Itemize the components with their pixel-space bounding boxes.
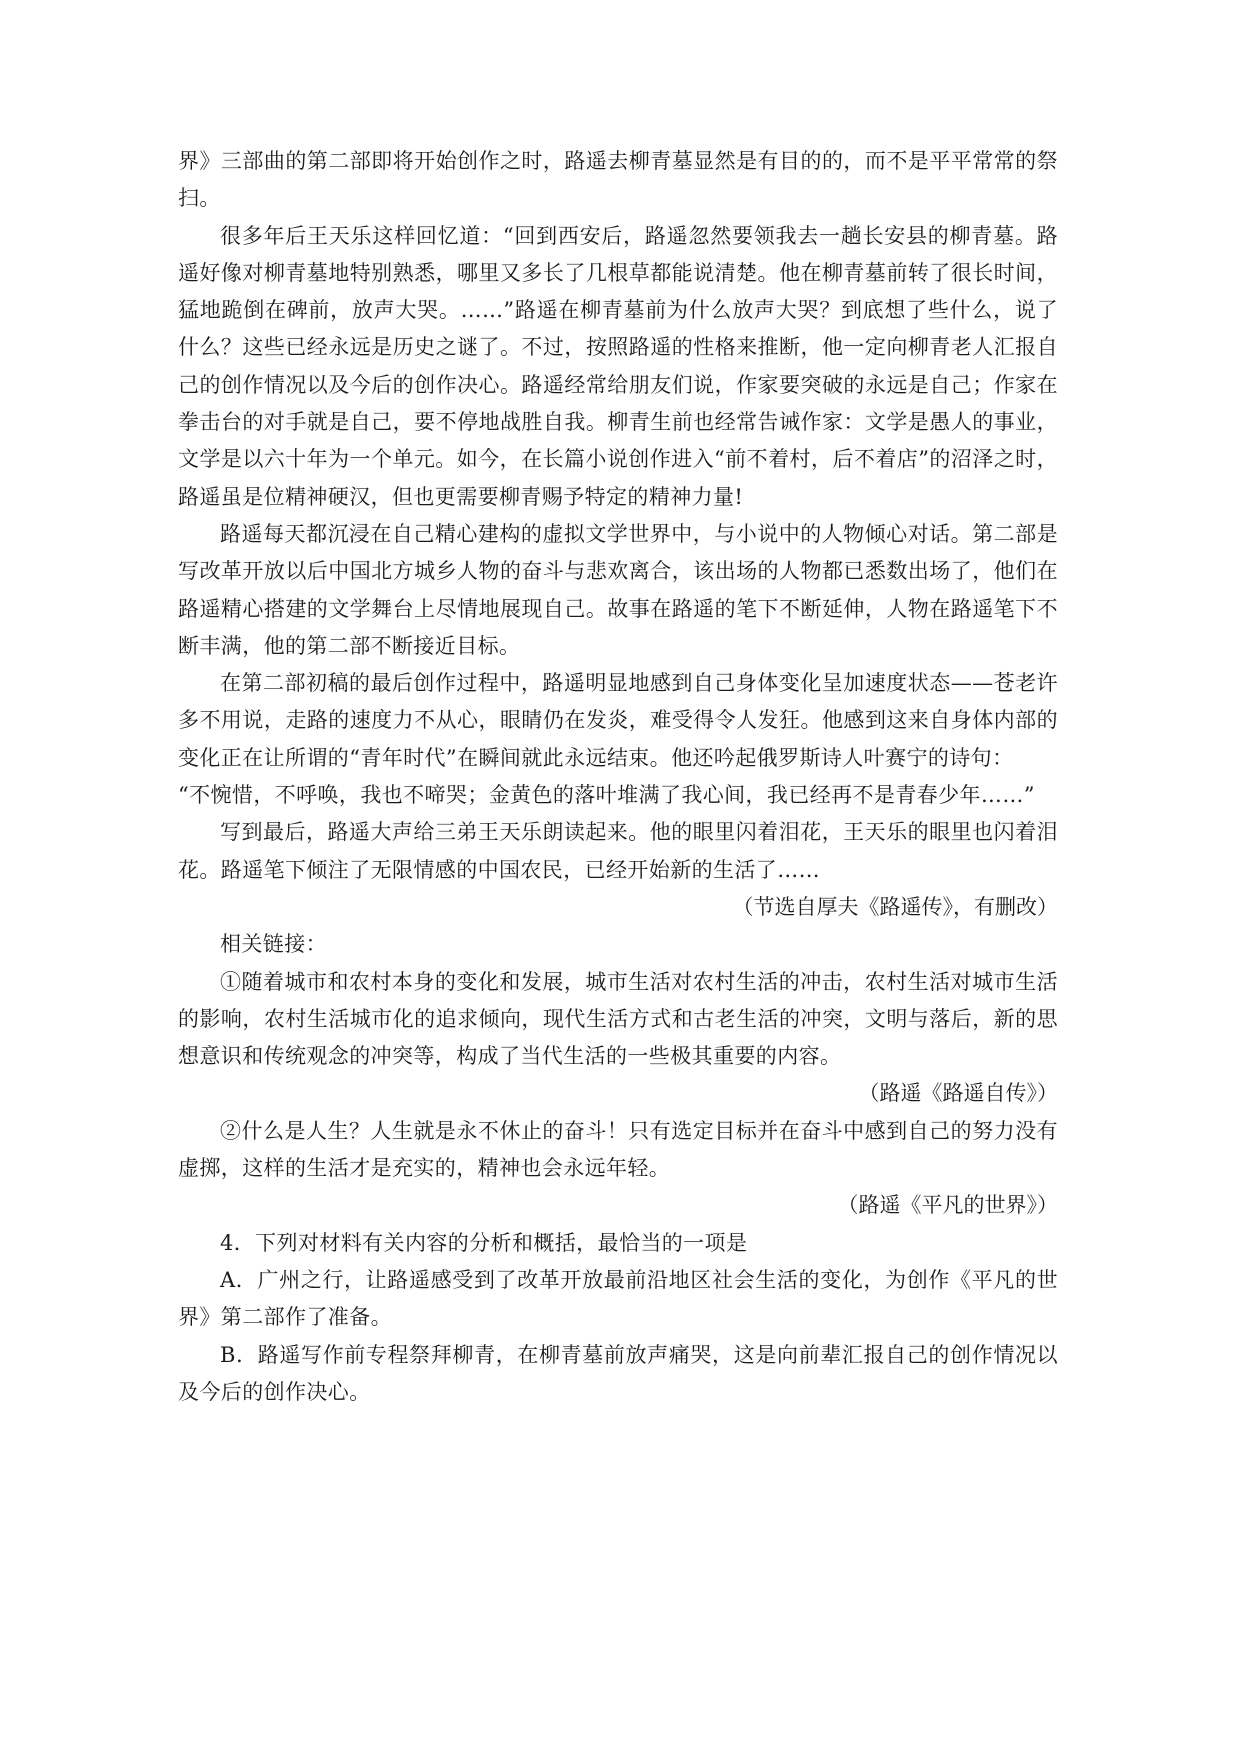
passage-paragraph-3: 路遥每天都沉浸在自己精心建构的虚拟文学世界中，与小说中的人物倾心对话。第二部是写改革开放以后中国北方城乡人物的奋斗与悲欢离合，该出场的人物都已悉数出场了，他们在路遥精心搭建的文学舞台上尽情地展现自己。故事在路遥的笔下不断延伸，人物在路遥笔下不断丰满，他的第二部不断接近目标。 bbox=[178, 521, 1058, 658]
passage-paragraph-6: 写到最后，路遥大声给三弟王天乐朗读起来。他的眼里闪着泪花，王天乐的眼里也闪着泪花。路遥笔下倾注了无限情感的中国农民，已经开始新的生活了…… bbox=[178, 820, 1058, 882]
passage-paragraph-2: 很多年后王天乐这样回忆道：“回到西安后，路遥忽然要领我去一趟长安县的柳青墓。路遥好像对柳青墓地特别熟悉，哪里又多长了几根草都能说清楚。他在柳青墓前转了很长时间，猛地跪倒在碑前，放声大哭。……”路遥在柳青墓前为什么放声大哭？到底想了些什么，说了什么？这些已经永远是历史之谜了。不过，按照路遥的性格来推断，他一定向柳青老人汇报自己的创作情况以及今后的创作决心。路遥经常给朋友们说，作家要突破的永远是自己；作家在拳击台的对手就是自己，要不停地战胜自我。柳青生前也经常告诫作家：文学是愚人的事业，文学是以六十年为一个单元。如今，在长篇小说创作进入“前不着村，后不着店”的沼泽之时，路遥虽是位精神硬汉，但也更需要柳青赐予特定的精神力量! bbox=[178, 223, 1058, 509]
links-item-2: ②什么是人生？人生就是永不休止的奋斗！只有选定目标并在奋斗中感到自己的努力没有虚掷，这样的生活才是充实的，精神也会永远年轻。 bbox=[178, 1118, 1058, 1181]
question-option-a: A．广州之行，让路遥感受到了改革开放最前沿地区社会生活的变化，为创作《平凡的世界》第二部作了准备。 bbox=[178, 1267, 1058, 1330]
passage-paragraph-4: 在第二部初稿的最后创作过程中，路遥明显地感到自己身体变化呈加速度状态——苍老许多不用说，走路的速度力不从心，眼睛仍在发炎，难受得令人发狂。他感到这来自身体内部的变化正在让所谓的“青年时代”在瞬间就此永远结束。他还吟起俄罗斯诗人叶赛宁的诗句： bbox=[178, 671, 1058, 770]
question-stem: 4．下列对材料有关内容的分析和概括，最恰当的一项是 bbox=[220, 1230, 748, 1255]
passage-paragraph-1: 界》三部曲的第二部即将开始创作之时，路遥去柳青墓显然是有目的的，而不是平平常常的祭扫。 bbox=[178, 149, 1058, 211]
passage-poem-quote: “不惋惜，不呼唤，我也不啼哭；金黄色的落叶堆满了我心间，我已经再不是青春少年……” bbox=[178, 783, 1035, 808]
links-source-1: （路遥《路遥自传》） bbox=[858, 1081, 1058, 1106]
passage-source: （节选自厚夫《路遥传》，有删改） bbox=[732, 894, 1058, 919]
links-heading: 相关链接： bbox=[220, 932, 327, 957]
document-page bbox=[178, 143, 1058, 1411]
links-item-1: ①随着城市和农村本身的变化和发展，城市生活对农村生活的冲击，农村生活对城市生活的影响，农村生活城市化的追求倾向，现代生活方式和古老生活的冲突，文明与落后，新的思想意识和传统观念的冲突等，构成了当代生活的一些极其重要的内容。 bbox=[178, 969, 1058, 1069]
links-source-2: （路遥《平凡的世界》） bbox=[837, 1193, 1058, 1218]
question-option-b: B．路遥写作前专程祭拜柳青，在柳青墓前放声痛哭，这是向前辈汇报自己的创作情况以及今后的创作决心。 bbox=[178, 1342, 1058, 1404]
